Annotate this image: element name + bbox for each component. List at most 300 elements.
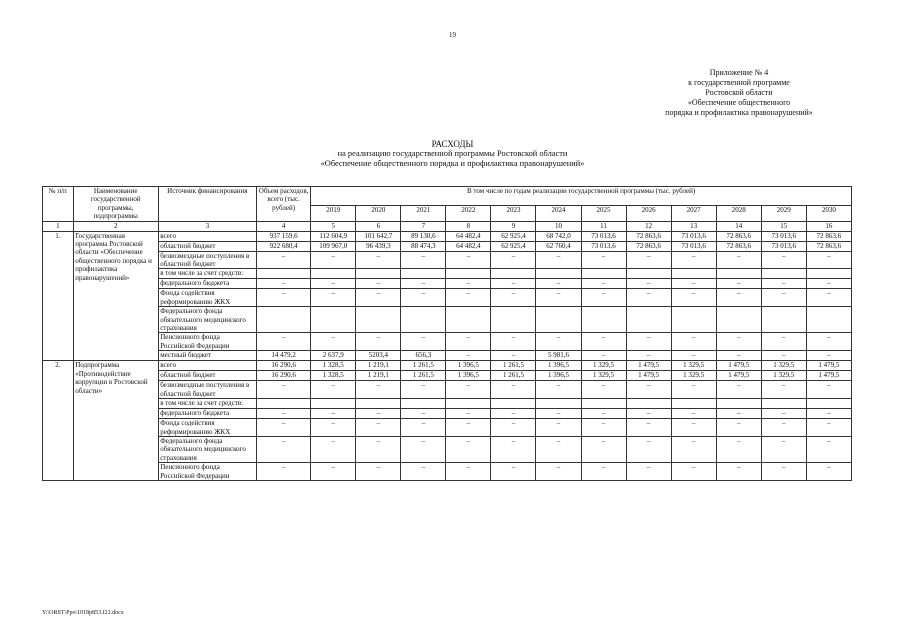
year-value: 73 013,6 xyxy=(761,241,806,251)
header-name: Наименование государственной программы, подпрограммы xyxy=(73,187,158,222)
table-row xyxy=(43,289,852,307)
table-row xyxy=(43,351,852,361)
column-number: 14 xyxy=(716,221,761,231)
funding-source: Федерального фонда обязательного медицинского страхования xyxy=(158,436,256,462)
year-value xyxy=(536,399,581,409)
year-value: – xyxy=(761,419,806,437)
funding-source: Фонда содействия реформированию ЖКХ xyxy=(158,419,256,437)
year-value: – xyxy=(626,289,671,307)
header-year: 2022 xyxy=(446,206,491,222)
year-value xyxy=(806,399,851,409)
year-value: – xyxy=(401,409,446,419)
year-value: 62 760,4 xyxy=(536,241,581,251)
year-value: – xyxy=(446,381,491,399)
year-value xyxy=(716,307,761,333)
year-value: 1 329,5 xyxy=(581,361,626,371)
column-number: 3 xyxy=(158,221,256,231)
year-value: 1 328,5 xyxy=(311,371,356,381)
funding-source: федерального бюджета xyxy=(158,279,256,289)
year-value: 1 479,5 xyxy=(716,371,761,381)
header-num: № п/п xyxy=(43,187,74,222)
total-value: 16 290,6 xyxy=(256,361,310,371)
year-value: – xyxy=(311,333,356,351)
appendix-line: Приложение № 4 xyxy=(709,68,769,77)
year-value: – xyxy=(401,333,446,351)
year-value xyxy=(401,399,446,409)
year-value: – xyxy=(491,436,536,462)
year-value: – xyxy=(716,463,761,481)
year-value: – xyxy=(581,419,626,437)
year-value: – xyxy=(671,409,716,419)
year-value: – xyxy=(356,381,401,399)
table-row xyxy=(43,463,852,481)
appendix-line: «Обеспечение общественного xyxy=(687,98,791,107)
column-number: 7 xyxy=(401,221,446,231)
year-value: – xyxy=(356,251,401,269)
year-value: – xyxy=(446,279,491,289)
year-value: – xyxy=(761,381,806,399)
year-value: – xyxy=(401,381,446,399)
year-value: – xyxy=(761,279,806,289)
year-value xyxy=(626,269,671,279)
year-value: – xyxy=(806,289,851,307)
year-value: – xyxy=(581,251,626,269)
year-value xyxy=(716,399,761,409)
year-value: 1 329,5 xyxy=(671,371,716,381)
year-value: – xyxy=(716,436,761,462)
year-value: – xyxy=(626,381,671,399)
year-value: – xyxy=(491,351,536,361)
year-value xyxy=(356,269,401,279)
year-value: – xyxy=(671,436,716,462)
year-value xyxy=(806,307,851,333)
funding-source: в том числе за счет средств: xyxy=(158,399,256,409)
year-value: – xyxy=(581,279,626,289)
year-value: 72 863,6 xyxy=(806,241,851,251)
year-value: – xyxy=(716,351,761,361)
year-value xyxy=(761,399,806,409)
program-name: Государственная программа Ростовской области «Обеспечение общественного порядка и профилактика правонарушений» xyxy=(73,231,158,361)
year-value: – xyxy=(626,409,671,419)
year-value xyxy=(581,269,626,279)
total-value: 16 290,6 xyxy=(256,371,310,381)
year-value: – xyxy=(671,419,716,437)
year-value: – xyxy=(716,279,761,289)
year-value: – xyxy=(626,333,671,351)
year-value: – xyxy=(806,419,851,437)
year-value: 101 642,7 xyxy=(356,231,401,241)
funding-source: Фонда содействия реформированию ЖКХ xyxy=(158,289,256,307)
year-value xyxy=(626,307,671,333)
year-value: 1 479,5 xyxy=(626,371,671,381)
year-value: – xyxy=(356,409,401,419)
year-value: 109 967,0 xyxy=(311,241,356,251)
year-value: 1 396,5 xyxy=(446,361,491,371)
year-value xyxy=(761,269,806,279)
total-value: – xyxy=(256,333,310,351)
year-value: 62 925,4 xyxy=(491,231,536,241)
year-value: 64 482,4 xyxy=(446,241,491,251)
year-value: – xyxy=(536,381,581,399)
year-value: – xyxy=(581,436,626,462)
year-value: 1 261,5 xyxy=(401,361,446,371)
year-value: – xyxy=(716,289,761,307)
year-value: – xyxy=(356,279,401,289)
year-value xyxy=(626,399,671,409)
year-value: – xyxy=(671,279,716,289)
file-path-footer: Y:\ORST\Ppo\1018p853.f21.docx xyxy=(42,610,124,616)
appendix-line: к государственной программе xyxy=(688,78,790,87)
year-value: 1 329,5 xyxy=(581,371,626,381)
row-number: 2. xyxy=(43,361,74,481)
year-value: 1 261,5 xyxy=(491,361,536,371)
year-value: 88 474,3 xyxy=(401,241,446,251)
year-value: – xyxy=(356,289,401,307)
year-value: – xyxy=(356,463,401,481)
header-year: 2030 xyxy=(806,206,851,222)
year-value: – xyxy=(311,409,356,419)
header-source: Источник финансирования xyxy=(158,187,256,222)
title-line: на реализацию государственной программы Ростовской области xyxy=(337,149,568,158)
year-value: – xyxy=(806,333,851,351)
funding-source: Пенсионного фонда Российской Федерации xyxy=(158,463,256,481)
total-value: – xyxy=(256,436,310,462)
year-value xyxy=(671,399,716,409)
year-value xyxy=(401,307,446,333)
appendix-block xyxy=(619,68,859,118)
year-value xyxy=(311,399,356,409)
year-value xyxy=(581,399,626,409)
year-value: – xyxy=(491,251,536,269)
year-value: – xyxy=(401,289,446,307)
year-value: 1 396,5 xyxy=(536,371,581,381)
year-value: – xyxy=(311,289,356,307)
year-value: – xyxy=(761,409,806,419)
year-value xyxy=(806,269,851,279)
year-value: 1 261,5 xyxy=(401,371,446,381)
year-value: – xyxy=(761,436,806,462)
year-value: – xyxy=(806,279,851,289)
year-value: 72 863,6 xyxy=(716,231,761,241)
year-value: – xyxy=(581,333,626,351)
year-value: – xyxy=(446,419,491,437)
year-value: 72 863,6 xyxy=(716,241,761,251)
year-value: – xyxy=(716,409,761,419)
year-value: 112 604,9 xyxy=(311,231,356,241)
header-year: 2029 xyxy=(761,206,806,222)
row-number: 1. xyxy=(43,231,74,361)
table-row xyxy=(43,251,852,269)
column-number: 15 xyxy=(761,221,806,231)
year-value: – xyxy=(446,409,491,419)
year-value: 89 130,6 xyxy=(401,231,446,241)
year-value: – xyxy=(401,419,446,437)
year-value: – xyxy=(536,279,581,289)
funding-source: Пенсионного фонда Российской Федерации xyxy=(158,333,256,351)
table-row xyxy=(43,371,852,381)
year-value xyxy=(716,269,761,279)
year-value: – xyxy=(536,289,581,307)
header-year: 2020 xyxy=(356,206,401,222)
year-value: 1 329,5 xyxy=(671,361,716,371)
funding-source: всего xyxy=(158,231,256,241)
header-year: 2027 xyxy=(671,206,716,222)
year-value: 68 742,0 xyxy=(536,231,581,241)
table-row xyxy=(43,241,852,251)
total-value xyxy=(256,269,310,279)
year-value: – xyxy=(581,409,626,419)
year-value: – xyxy=(806,381,851,399)
year-value: – xyxy=(536,463,581,481)
year-value: – xyxy=(311,419,356,437)
year-value xyxy=(491,399,536,409)
year-value xyxy=(356,399,401,409)
year-value: – xyxy=(446,436,491,462)
year-value xyxy=(581,307,626,333)
year-value: – xyxy=(401,463,446,481)
column-number: 9 xyxy=(491,221,536,231)
year-value: – xyxy=(311,381,356,399)
year-value: 1 479,5 xyxy=(806,361,851,371)
column-number: 5 xyxy=(311,221,356,231)
header-year: 2021 xyxy=(401,206,446,222)
year-value: – xyxy=(491,333,536,351)
year-value xyxy=(446,269,491,279)
total-value xyxy=(256,399,310,409)
table-row xyxy=(43,361,852,371)
year-value: 1 479,5 xyxy=(716,361,761,371)
column-number: 13 xyxy=(671,221,716,231)
year-value: – xyxy=(671,351,716,361)
year-value: – xyxy=(626,463,671,481)
year-value: 73 013,6 xyxy=(761,231,806,241)
year-value xyxy=(671,307,716,333)
table-row xyxy=(43,436,852,462)
header-volume: Объем расходов, всего (тыс. рублей) xyxy=(256,187,310,222)
funding-source: в том числе за счет средств: xyxy=(158,269,256,279)
year-value: – xyxy=(401,436,446,462)
total-value: – xyxy=(256,251,310,269)
header-year: 2025 xyxy=(581,206,626,222)
column-number: 2 xyxy=(73,221,158,231)
year-value: 1 219,1 xyxy=(356,371,401,381)
year-value: 73 013,6 xyxy=(581,231,626,241)
year-value xyxy=(491,307,536,333)
year-value: 2 637,9 xyxy=(311,351,356,361)
funding-source: федерального бюджета xyxy=(158,409,256,419)
year-value: 96 439,3 xyxy=(356,241,401,251)
year-value: – xyxy=(761,333,806,351)
year-value: – xyxy=(716,251,761,269)
year-value: – xyxy=(491,409,536,419)
year-value: 72 863,6 xyxy=(626,231,671,241)
year-value: – xyxy=(356,436,401,462)
table-row xyxy=(43,333,852,351)
header-year: 2028 xyxy=(716,206,761,222)
year-value: – xyxy=(356,419,401,437)
funding-source: местный бюджет xyxy=(158,351,256,361)
column-number: 11 xyxy=(581,221,626,231)
table-row xyxy=(43,409,852,419)
header-years-group: В том числе по годам реализации государственной программы (тыс. рублей) xyxy=(311,187,852,206)
year-value: 1 329,5 xyxy=(761,371,806,381)
table-row xyxy=(43,307,852,333)
column-number: 6 xyxy=(356,221,401,231)
year-value: – xyxy=(626,251,671,269)
year-value: – xyxy=(446,289,491,307)
column-number: 8 xyxy=(446,221,491,231)
year-value: – xyxy=(716,419,761,437)
year-value: – xyxy=(491,289,536,307)
funding-source: безвозмездные поступления в областной бюджет xyxy=(158,251,256,269)
year-value: – xyxy=(761,351,806,361)
year-value: – xyxy=(356,333,401,351)
year-value: 73 013,6 xyxy=(581,241,626,251)
year-value: 1 479,5 xyxy=(626,361,671,371)
document-title xyxy=(0,139,905,169)
year-value: – xyxy=(491,279,536,289)
year-value: 72 863,6 xyxy=(806,231,851,241)
total-value: – xyxy=(256,409,310,419)
year-value: 656,3 xyxy=(401,351,446,361)
year-value: – xyxy=(491,381,536,399)
column-number: 10 xyxy=(536,221,581,231)
title-line: РАСХОДЫ xyxy=(431,139,474,149)
table-row xyxy=(43,279,852,289)
year-value: 5 981,6 xyxy=(536,351,581,361)
total-value xyxy=(256,307,310,333)
year-value: 1 219,1 xyxy=(356,361,401,371)
year-value xyxy=(446,307,491,333)
year-value: – xyxy=(671,463,716,481)
year-value: – xyxy=(536,333,581,351)
year-value: – xyxy=(806,409,851,419)
year-value xyxy=(401,269,446,279)
year-value: 5203,4 xyxy=(356,351,401,361)
program-name: Подпрограмма «Противодействие коррупции в Ростовской области» xyxy=(73,361,158,481)
year-value: 73 013,6 xyxy=(671,231,716,241)
year-value: – xyxy=(671,381,716,399)
page-number: 19 xyxy=(449,31,456,39)
year-value: 1 396,5 xyxy=(536,361,581,371)
table-row xyxy=(43,419,852,437)
year-value xyxy=(311,269,356,279)
year-value: – xyxy=(671,333,716,351)
header-year: 2023 xyxy=(491,206,536,222)
title-line: «Обеспечение общественного порядка и профилактика правонарушений» xyxy=(320,159,585,168)
year-value: 64 482,4 xyxy=(446,231,491,241)
total-value: – xyxy=(256,279,310,289)
year-value xyxy=(491,269,536,279)
header-year: 2024 xyxy=(536,206,581,222)
year-value xyxy=(446,399,491,409)
year-value: – xyxy=(401,279,446,289)
total-value: – xyxy=(256,289,310,307)
appendix-line: Ростовской области xyxy=(705,88,773,97)
year-value: – xyxy=(536,419,581,437)
year-value: – xyxy=(626,351,671,361)
year-value: – xyxy=(761,463,806,481)
year-value: – xyxy=(761,251,806,269)
year-value: – xyxy=(761,289,806,307)
year-value xyxy=(536,307,581,333)
year-value: 73 013,6 xyxy=(671,241,716,251)
year-value: 72 863,6 xyxy=(626,241,671,251)
column-number: 16 xyxy=(806,221,851,231)
year-value: – xyxy=(536,251,581,269)
year-value: – xyxy=(491,419,536,437)
total-value: 922 680,4 xyxy=(256,241,310,251)
year-value: 1 479,5 xyxy=(806,371,851,381)
year-value: – xyxy=(401,251,446,269)
year-value: – xyxy=(806,436,851,462)
year-value: – xyxy=(626,436,671,462)
year-value: – xyxy=(806,351,851,361)
year-value xyxy=(356,307,401,333)
funding-source: безвозмездные поступления в областной бюджет xyxy=(158,381,256,399)
year-value: – xyxy=(581,351,626,361)
table-row xyxy=(43,381,852,399)
year-value: – xyxy=(671,251,716,269)
year-value xyxy=(536,269,581,279)
year-value: – xyxy=(581,381,626,399)
year-value xyxy=(761,307,806,333)
year-value: 1 261,5 xyxy=(491,371,536,381)
year-value: – xyxy=(626,419,671,437)
year-value: – xyxy=(446,333,491,351)
total-value: 937 159,6 xyxy=(256,231,310,241)
total-value: – xyxy=(256,463,310,481)
year-value: – xyxy=(536,436,581,462)
year-value: 1 328,5 xyxy=(311,361,356,371)
year-value: – xyxy=(581,463,626,481)
table-row xyxy=(43,231,852,241)
column-number: 4 xyxy=(256,221,310,231)
year-value: – xyxy=(446,463,491,481)
header-year: 2026 xyxy=(626,206,671,222)
header-year: 2019 xyxy=(311,206,356,222)
year-value: – xyxy=(671,289,716,307)
funding-source: Федерального фонда обязательного медицинского страхования xyxy=(158,307,256,333)
year-value: 62 925,4 xyxy=(491,241,536,251)
column-number: 12 xyxy=(626,221,671,231)
funding-source: всего xyxy=(158,361,256,371)
year-value: – xyxy=(311,463,356,481)
year-value: 1 396,5 xyxy=(446,371,491,381)
year-value: – xyxy=(491,463,536,481)
expenses-table xyxy=(42,186,852,481)
year-value: – xyxy=(446,351,491,361)
funding-source: областной бюджет xyxy=(158,241,256,251)
year-value: – xyxy=(446,251,491,269)
total-value: – xyxy=(256,419,310,437)
total-value: – xyxy=(256,381,310,399)
appendix-line: порядка и профилактика правонарушений» xyxy=(665,108,813,117)
column-number: 1 xyxy=(43,221,74,231)
year-value: – xyxy=(806,463,851,481)
year-value: – xyxy=(626,279,671,289)
year-value: – xyxy=(716,381,761,399)
year-value: – xyxy=(806,251,851,269)
year-value xyxy=(311,307,356,333)
table-row xyxy=(43,269,852,279)
year-value: 1 329,5 xyxy=(761,361,806,371)
year-value xyxy=(671,269,716,279)
table-row xyxy=(43,399,852,409)
year-value: – xyxy=(536,409,581,419)
funding-source: областной бюджет xyxy=(158,371,256,381)
total-value: 14 479,2 xyxy=(256,351,310,361)
